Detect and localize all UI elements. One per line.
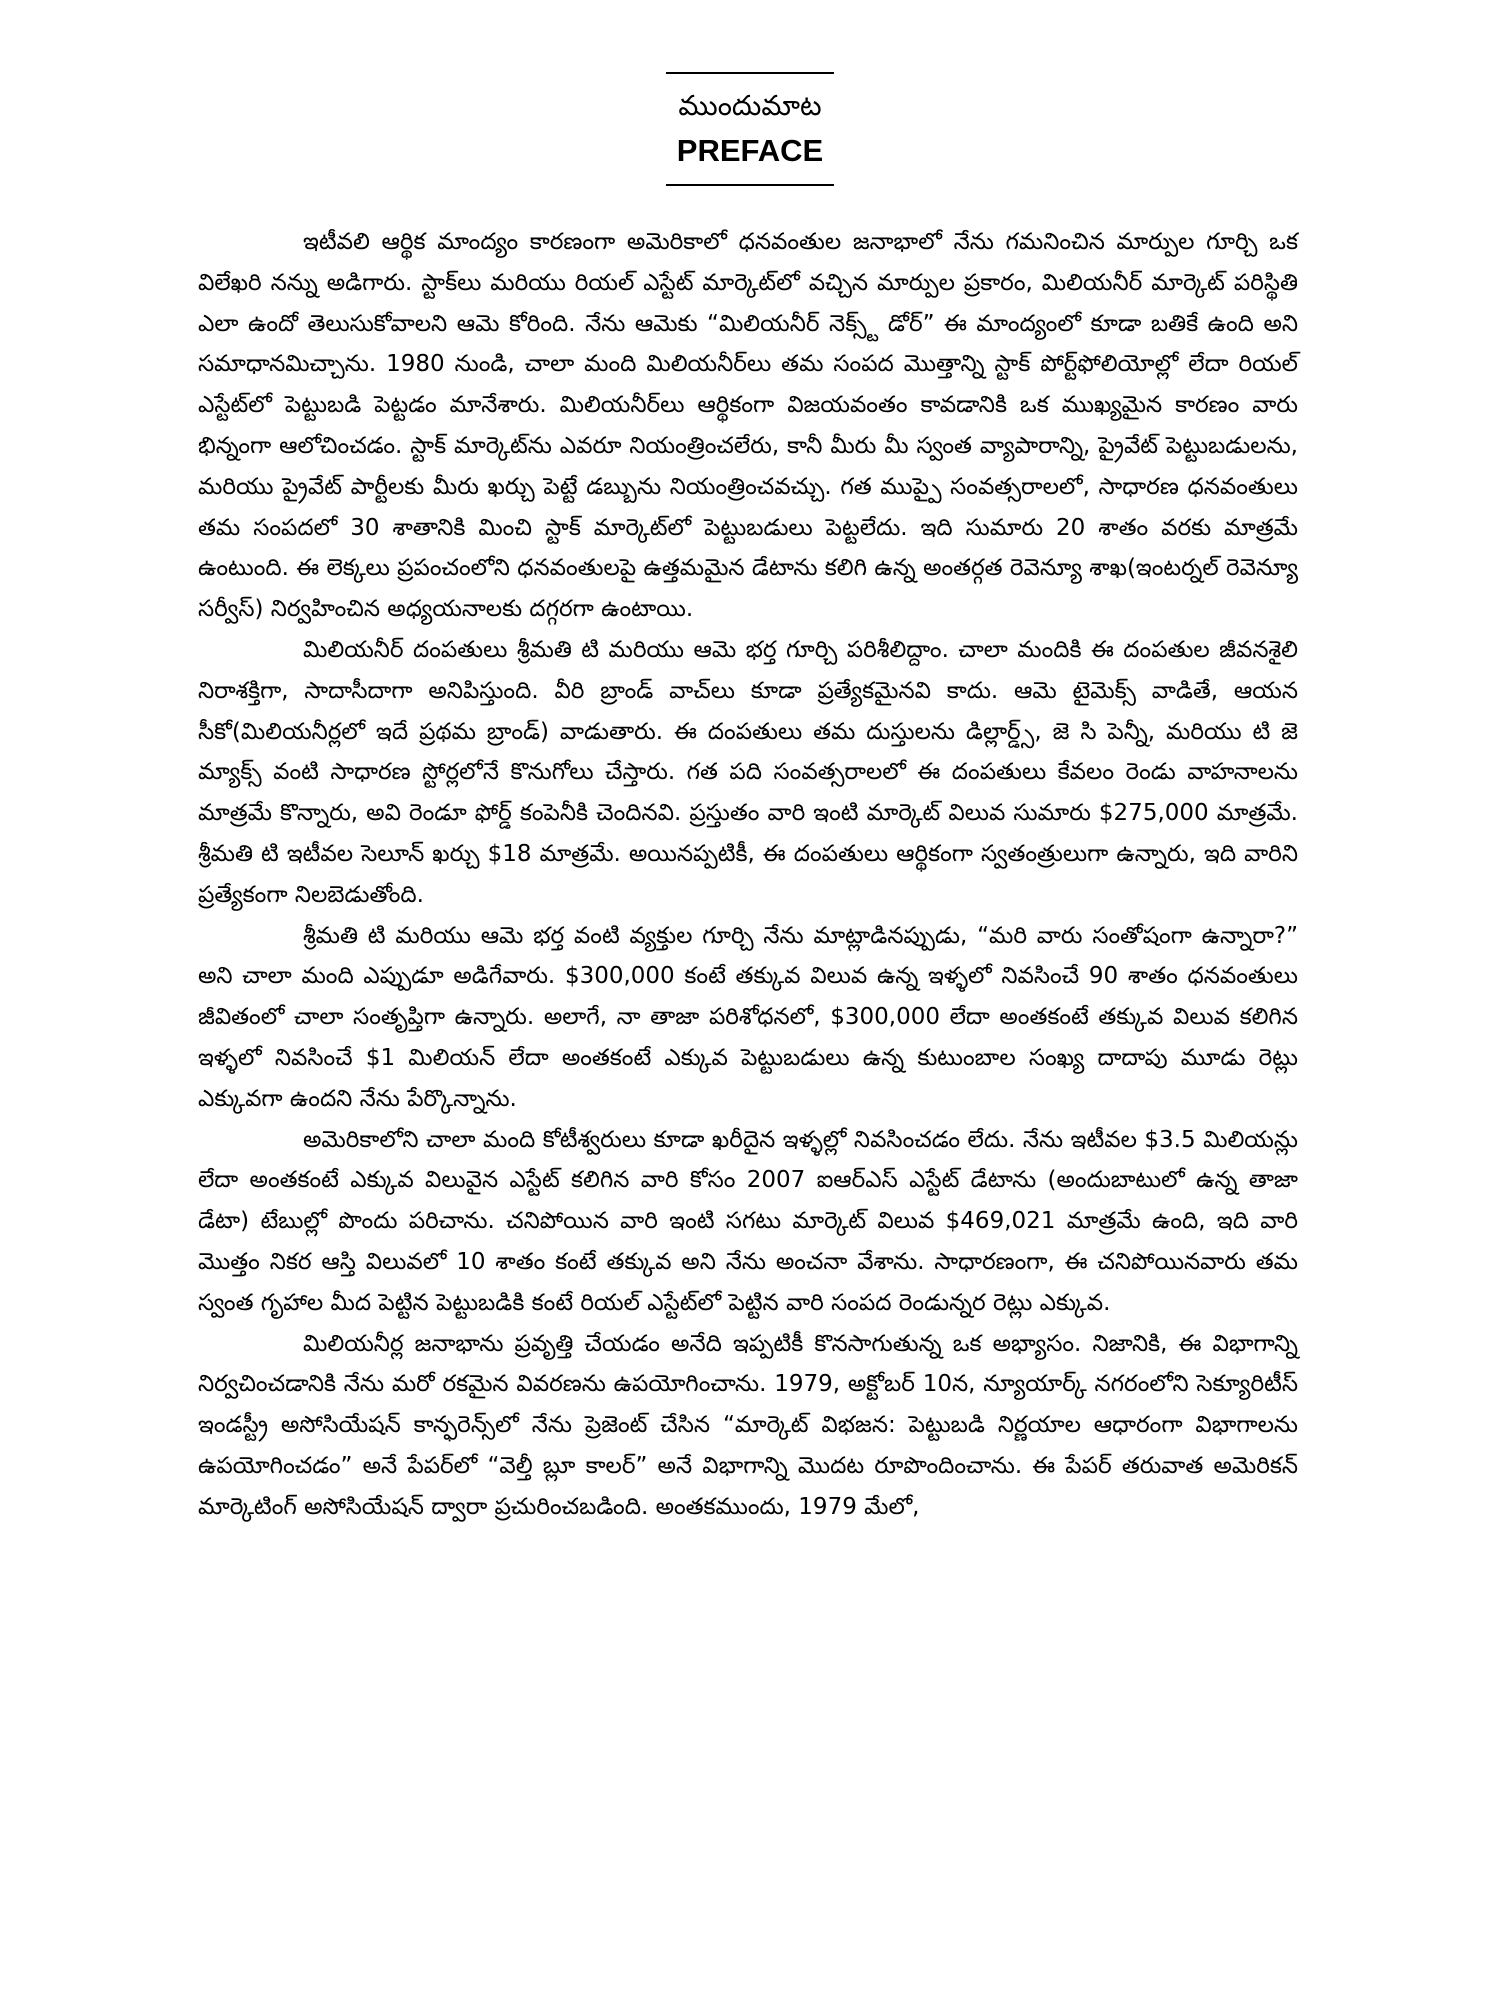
body-text	[198, 222, 1298, 1528]
paragraph: శ్రీమతి టి మరియు ఆమె భర్త వంటి వ్యక్తుల గూర్చి నేను మాట్లాడినప్పుడు, “మరి వారు సంతోషంగా ఉన్నారా?” అని చాలా మంది ఎప్పుడూ అడిగేవారు. $300,000 కంటే తక్కువ విలువ ఉన్న ఇళ్ళలో నివసించే 90 శాతం ధనవంతులు జీవితంలో చాలా సంతృప్తిగా ఉన్నారు. అలాగే, నా తాజా పరిశోధనలో, $300,000 లేదా అంతకంటే తక్కువ విలువ కలిగిన ఇళ్ళలో నివసించే $1 మిలియన్ లేదా అంతకంటే ఎక్కువ పెట్టుబడులు ఉన్న కుటుంబాల సంఖ్య దాదాపు మూడు రెట్లు ఎక్కువగా ఉందని నేను పేర్కొన్నాను.	[198, 922, 1298, 1112]
paragraph: ఇటీవలి ఆర్థిక మాంద్యం కారణంగా అమెరికాలో ధనవంతుల జనాభాలో నేను గమనించిన మార్పుల గూర్చి ఒక విలేఖరి నన్ను అడిగారు. స్టాక్‌లు మరియు రియల్ ఎస్టేట్ మార్కెట్‌లో వచ్చిన మార్పుల ప్రకారం, మిలియనీర్ మార్కెట్ పరిస్థితి ఎలా ఉందో తెలుసుకోవాలని ఆమె కోరింది. నేను ఆమెకు “మిలియనీర్ నెక్స్ట్ డోర్” ఈ మాంద్యంలో కూడా బతికే ఉంది అని సమాధానమిచ్చాను. 1980 నుండి, చాలా మంది మిలియనీర్‌లు తమ సంపద మొత్తాన్ని స్టాక్ పోర్ట్‌ఫోలియోల్లో లేదా రియల్ ఎస్టేట్‌లో పెట్టుబడి పెట్టడం మానేశారు. మిలియనీర్‌లు ఆర్థికంగా విజయవంతం కావడానికి ఒక ముఖ్యమైన కారణం వారు భిన్నంగా ఆలోచించడం. స్టాక్ మార్కెట్‌ను ఎవరూ నియంత్రించలేరు, కానీ మీరు మీ స్వంత వ్యాపారాన్ని, ప్రైవేట్ పెట్టుబడులను, మరియు ప్రైవేట్ పార్టీలకు మీరు ఖర్చు పెట్టే డబ్బును నియంత్రించవచ్చు. గత ముప్పై సంవత్సరాలలో, సాధారణ ధనవంతులు తమ సంపదలో 30 శాతానికి మించి స్టాక్ మార్కెట్‌లో పెట్టుబడులు పెట్టలేదు. ఇది సుమారు 20 శాతం వరకు మాత్రమే ఉంటుంది. ఈ లెక్కలు ప్రపంచంలోని ధనవంతులపై ఉత్తమమైన డేటాను కలిగి ఉన్న అంతర్గత రెవెన్యూ శాఖ(ఇంటర్నల్ రెవెన్యూ సర్వీస్) నిర్వహించిన అధ్యయనాలకు దగ్గరగా ఉంటాయి.	[198, 229, 1298, 623]
paragraph: మిలియనీర్ దంపతులు శ్రీమతి టి మరియు ఆమె భర్త గూర్చి పరిశీలిద్దాం. చాలా మందికి ఈ దంపతుల జీవనశైలి నిరాశక్తిగా, సాదాసీదాగా అనిపిస్తుంది. వీరి బ్రాండ్ వాచ్‌లు కూడా ప్రత్యేకమైనవి కాదు. ఆమె టైమెక్స్ వాడితే, ఆయన సీకో(మిలియనీర్లలో ఇదే ప్రథమ బ్రాండ్) వాడుతారు. ఈ దంపతులు తమ దుస్తులను డిల్లార్డ్స్, జె సి పెన్నీ, మరియు టి జె మ్యాక్స్ వంటి సాధారణ స్టోర్లలోనే కొనుగోలు చేస్తారు. గత పది సంవత్సరాలలో ఈ దంపతులు కేవలం రెండు వాహనాలను మాత్రమే కొన్నారు, అవి రెండూ ఫోర్డ్ కంపెనీకి చెందినవి. ప్రస్తుతం వారి ఇంటి మార్కెట్ విలువ సుమారు $275,000 మాత్రమే. శ్రీమతి టి ఇటీవల సెలూన్ ఖర్చు $18 మాత్రమే. అయినప్పటికీ, ఈ దంపతులు ఆర్థికంగా స్వతంత్రులుగా ఉన్నారు, ఇది వారిని ప్రత్యేకంగా నిలబెడుతోంది.	[198, 636, 1298, 908]
paragraph: అమెరికాలోని చాలా మంది కోటీశ్వరులు కూడా ఖరీదైన ఇళ్ళల్లో నివసించడం లేదు. నేను ఇటీవల $3.5 మిలియన్లు లేదా అంతకంటే ఎక్కువ విలువైన ఎస్టేట్ కలిగిన వారి కోసం 2007 ఐఆర్ఎస్ ఎస్టేట్ డేటాను (అందుబాటులో ఉన్న తాజా డేటా) టేబుల్లో పొందు పరిచాను. చనిపోయిన వారి ఇంటి సగటు మార్కెట్ విలువ $469,021 మాత్రమే ఉంది, ఇది వారి మొత్తం నికర ఆస్తి విలువలో 10 శాతం కంటే తక్కువ అని నేను అంచనా వేశాను. సాధారణంగా, ఈ చనిపోయినవారు తమ స్వంత గృహాల మీద పెట్టిన పెట్టుబడికి కంటే రియల్ ఎస్టేట్‌లో పెట్టిన వారి సంపద రెండున్నర రెట్లు ఎక్కువ.	[198, 1126, 1298, 1316]
paragraph: మిలియనీర్ల జనాభాను ప్రవృత్తి చేయడం అనేది ఇప్పటికీ కొనసాగుతున్న ఒక అభ్యాసం. నిజానికి, ఈ విభాగాన్ని నిర్వచించడానికి నేను మరో రకమైన వివరణను ఉపయోగించాను. 1979, అక్టోబర్ 10న, న్యూయార్క్ నగరంలోని సెక్యూరిటీస్ ఇండస్ట్రీ అసోసియేషన్ కాన్ఫరెన్స్‌లో నేను ప్రెజెంట్ చేసిన “మార్కెట్ విభజన: పెట్టుబడి నిర్ణయాల ఆధారంగా విభాగాలను ఉపయోగించడం” అనే పేపర్‌లో “వెల్తీ బ్లూ కాలర్” అనే విభాగాన్ని మొదట రూపొందించాను. ఈ పేపర్ తరువాత అమెరికన్ మార్కెటింగ్ అసోసియేషన్ ద్వారా ప్రచురించబడింది. అంతకముందు, 1979 మేలో,	[198, 1330, 1298, 1520]
page-title-telugu: ముందుమాట	[678, 89, 822, 122]
page-title-english: PREFACE	[676, 133, 824, 168]
bottom-rule	[666, 184, 834, 186]
top-rule	[666, 72, 834, 74]
page-header	[0, 72, 1500, 186]
